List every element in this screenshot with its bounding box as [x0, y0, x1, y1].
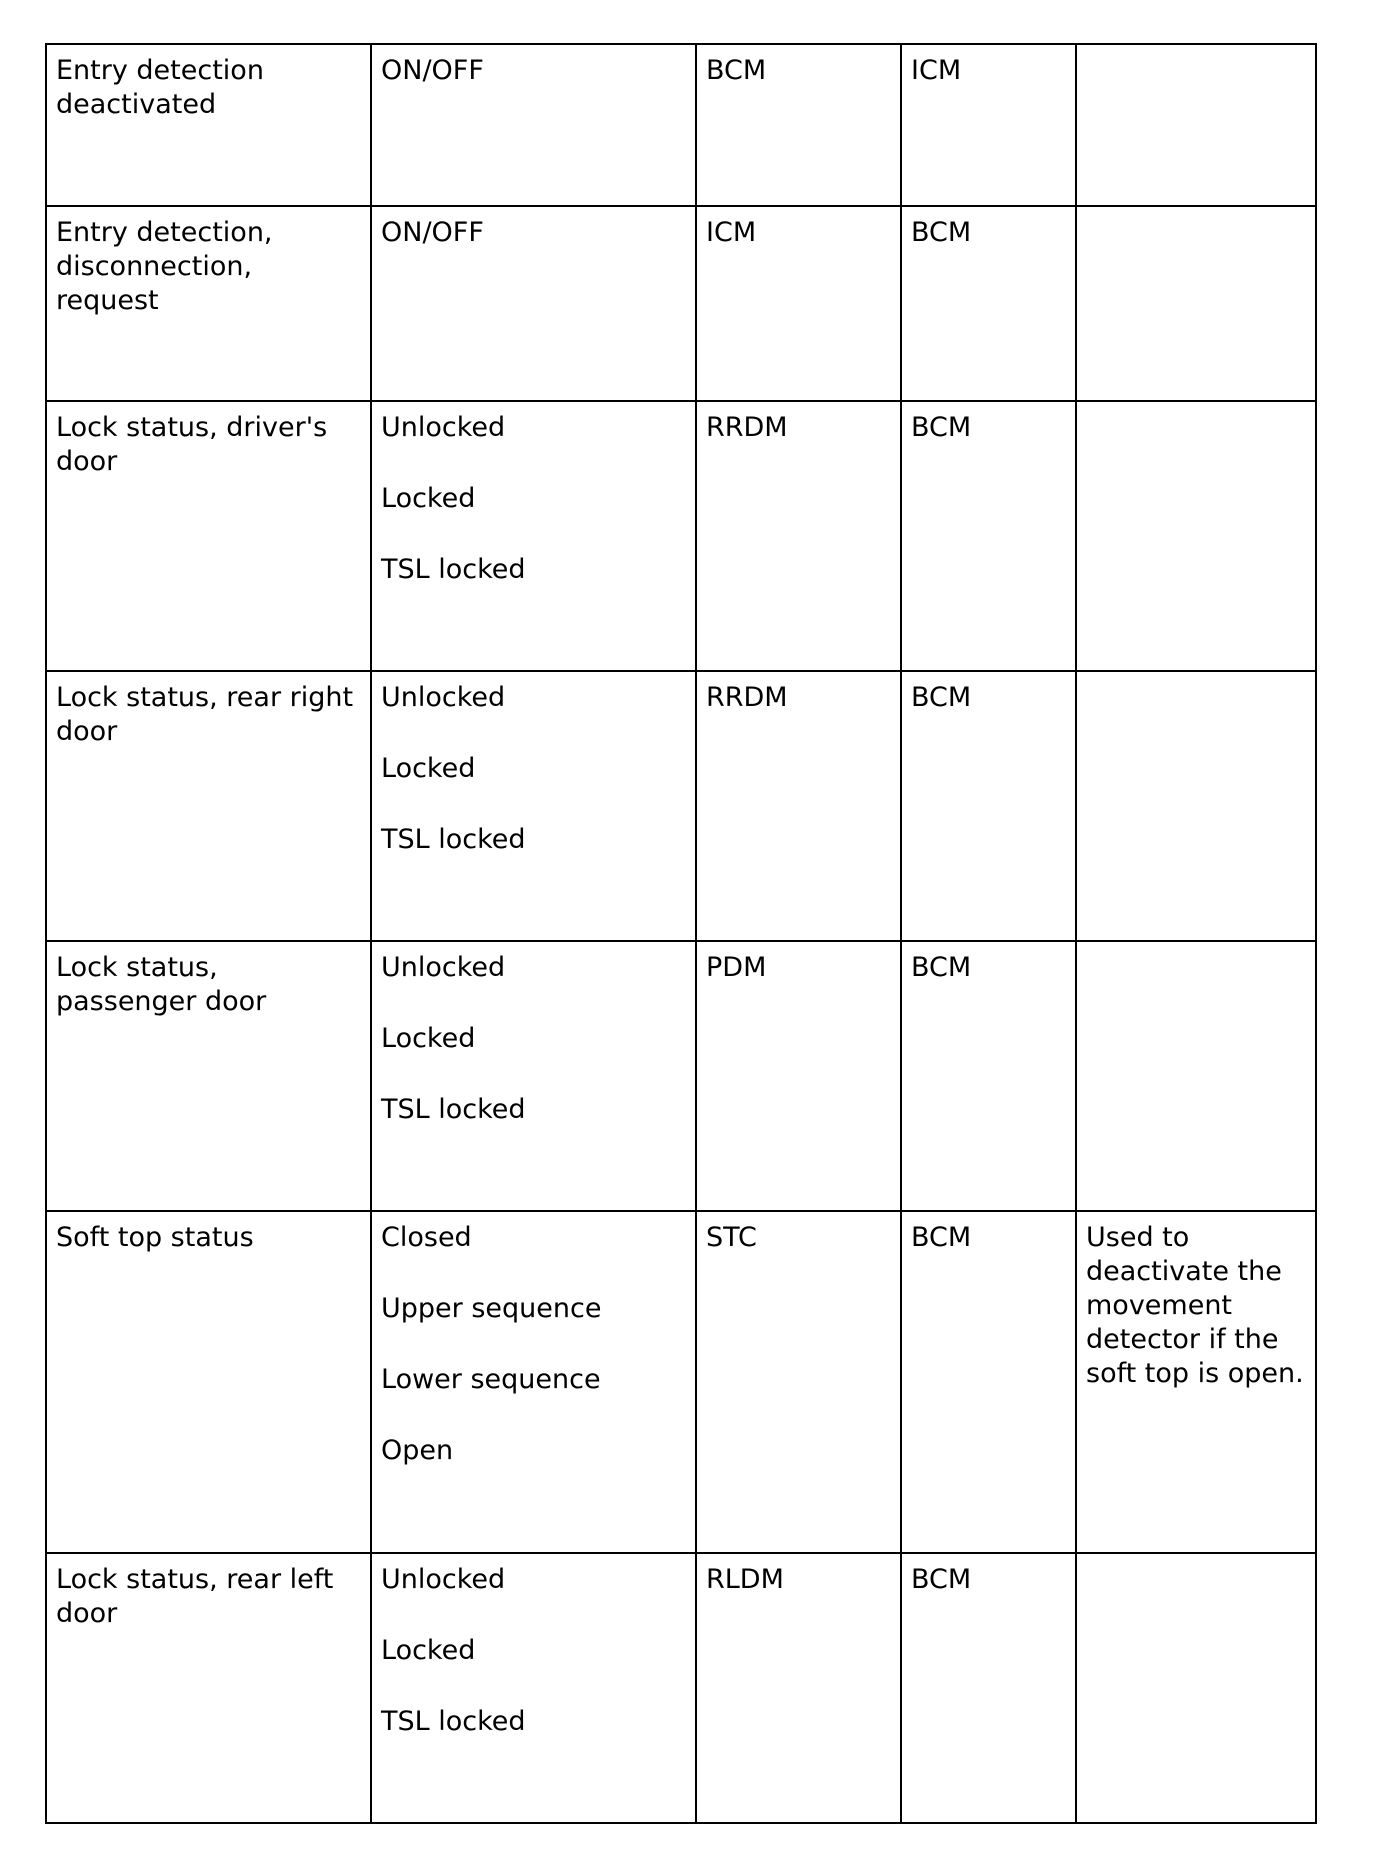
signal-values-cell — [371, 44, 696, 206]
signal-value: Locked — [381, 1023, 476, 1054]
signal-name-cell: Soft top status — [46, 1211, 371, 1553]
signal-value: Unlocked — [381, 952, 506, 983]
sender-cell: BCM — [696, 44, 901, 206]
comment-cell — [1076, 44, 1316, 206]
sender-cell: STC — [696, 1211, 901, 1553]
signal-name-cell: Lock status, rear left door — [46, 1553, 371, 1823]
comment-cell — [1076, 1553, 1316, 1823]
table-row — [46, 671, 1316, 941]
signal-value: Closed — [381, 1222, 472, 1253]
sender-cell: RRDM — [696, 401, 901, 671]
signal-value: Unlocked — [381, 412, 506, 443]
signal-values-cell — [371, 401, 696, 671]
signal-values-cell — [371, 941, 696, 1211]
signal-value: Lower sequence — [381, 1364, 601, 1395]
signal-value: TSL locked — [381, 1706, 526, 1737]
signal-name-cell: Lock status, rear right door — [46, 671, 371, 941]
table-row — [46, 206, 1316, 401]
signal-name-cell: Entry detection, disconnection, request — [46, 206, 371, 401]
signal-value: Locked — [381, 483, 476, 514]
signal-values-cell — [371, 1211, 696, 1553]
signal-value: Locked — [381, 753, 476, 784]
signal-value: Unlocked — [381, 682, 506, 713]
sender-cell: RLDM — [696, 1553, 901, 1823]
signal-value: Unlocked — [381, 1564, 506, 1595]
signal-values-cell — [371, 206, 696, 401]
sender-cell: PDM — [696, 941, 901, 1211]
table-row — [46, 941, 1316, 1211]
table-row — [46, 1553, 1316, 1823]
table-row — [46, 44, 1316, 206]
receiver-cell: BCM — [901, 401, 1076, 671]
comment-cell — [1076, 206, 1316, 401]
signal-value: ON/OFF — [381, 55, 484, 86]
comment-cell — [1076, 941, 1316, 1211]
sender-cell: ICM — [696, 206, 901, 401]
signal-name-cell: Lock status, driver's door — [46, 401, 371, 671]
receiver-cell: ICM — [901, 44, 1076, 206]
signal-value: TSL locked — [381, 824, 526, 855]
signal-values-cell — [371, 671, 696, 941]
receiver-cell: BCM — [901, 671, 1076, 941]
signal-name-cell: Entry detection deactivated — [46, 44, 371, 206]
receiver-cell: BCM — [901, 1211, 1076, 1553]
signal-name-cell: Lock status, passenger door — [46, 941, 371, 1211]
signal-value: TSL locked — [381, 554, 526, 585]
signal-value: Upper sequence — [381, 1293, 602, 1324]
signal-values-cell — [371, 1553, 696, 1823]
signal-value: Open — [381, 1435, 454, 1466]
sender-cell: RRDM — [696, 671, 901, 941]
signal-value: TSL locked — [381, 1094, 526, 1125]
signal-value: Locked — [381, 1635, 476, 1666]
table-row — [46, 1211, 1316, 1553]
comment-cell — [1076, 671, 1316, 941]
signal-value: ON/OFF — [381, 217, 484, 248]
receiver-cell: BCM — [901, 1553, 1076, 1823]
receiver-cell: BCM — [901, 941, 1076, 1211]
table-row — [46, 401, 1316, 671]
signal-table — [45, 43, 1317, 1824]
comment-cell — [1076, 401, 1316, 671]
comment-cell: Used to deactivate the movement detector if the soft top is open. — [1076, 1211, 1316, 1553]
receiver-cell: BCM — [901, 206, 1076, 401]
